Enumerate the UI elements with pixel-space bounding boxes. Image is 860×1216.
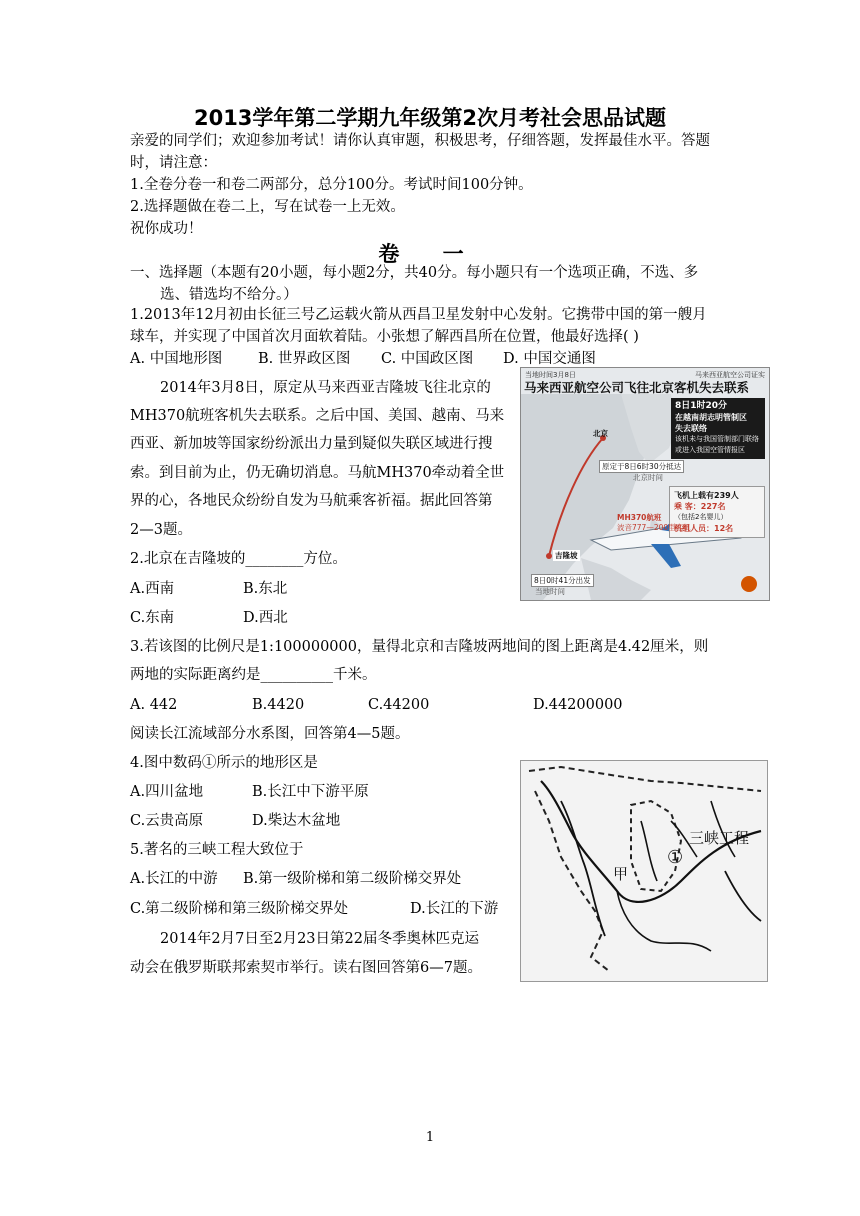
intro-rule-1: 1.全卷分卷一和卷二两部分，总分100分。考试时间100分钟。 (130, 177, 533, 193)
q3-option-d: D.44200000 (533, 697, 623, 713)
q3-stem-2: 两地的实际距离约是__________千米。 (130, 667, 377, 683)
label-flight: MH370航班 (617, 513, 662, 522)
q3-stem-1: 3.若该图的比例尺是1:100000000，量得北京和吉隆坡两地间的图上距离是4.42厘米，则 (130, 639, 709, 655)
passage3-line-1: 2014年2月7日至2月23日第22届冬季奥林匹克运 (160, 931, 479, 947)
label-beijing-time: 北京时间 (633, 473, 663, 482)
q3-option-c: C.44200 (368, 697, 430, 713)
q5-option-d: D.长江的下游 (410, 901, 499, 917)
q4-option-c: C.云贵高原 (130, 813, 204, 829)
map-label-number: ① (667, 847, 684, 868)
section-title: 卷 一 (378, 242, 482, 266)
q1-stem-2: 球车，并实现了中国首次月面软着陆。小张想了解西昌所在位置，他最好选择( ) (130, 329, 639, 345)
passage1-line-2: MH370航班客机失去联系。之后中国、美国、越南、马来 (130, 408, 505, 424)
crew-count: 机组人员：12名 (674, 524, 734, 533)
q3-option-b: B.4420 (252, 697, 305, 713)
q2-option-d: D.西北 (243, 610, 288, 626)
q2-option-b: B.东北 (243, 581, 288, 597)
label-local-time: 当地时间 (535, 587, 565, 596)
exam-title: 2013学年第二学期九年级第2次月考社会思品试题 (193, 106, 667, 130)
q5-option-b: B.第一级阶梯和第二级阶梯交界处 (243, 871, 462, 887)
passage1-line-3: 西亚、新加坡等国家纷纷派出力量到疑似失联区域进行搜 (130, 436, 493, 452)
q5-option-c: C.第二级阶梯和第三级阶梯交界处 (130, 901, 349, 917)
river-lines (521, 761, 767, 981)
graphic-source-note: 马来西亚航空公司证实 (695, 371, 765, 379)
intro-line-1: 亲爱的同学们；欢迎参加考试！请你认真审题，积极思考，仔细答题，发挥最佳水平。答题 (130, 133, 710, 149)
contact-lost-detail: 该机未与我国管制部门联络或进入我国空管情报区 (675, 435, 759, 454)
q2-option-a: A.西南 (130, 581, 175, 597)
label-departure: 8日0时41分出发 (531, 574, 594, 587)
mh370-news-graphic (520, 367, 770, 601)
part1-instruction-2: 选、错选均不给分。） (160, 287, 298, 303)
passage1-line-6: 2—3题。 (130, 522, 192, 538)
intro-line-2: 时，请注意： (130, 155, 217, 171)
q4-option-b: B.长江中下游平原 (252, 784, 369, 800)
q4-option-d: D.柴达木盆地 (252, 813, 341, 829)
intro-wish: 祝你成功！ (130, 221, 203, 237)
q2-stem: 2.北京在吉隆坡的________方位。 (130, 551, 347, 567)
passage1-line-1: 2014年3月8日，原定从马来西亚吉隆坡飞往北京的 (160, 380, 491, 396)
q1-option-c: C. 中国政区图 (381, 351, 474, 367)
passenger-total: 飞机上载有239人 (674, 491, 739, 500)
q1-stem-1: 1.2013年12月初由长征三号乙运载火箭从西昌卫星发射中心发射。它携带中国的第一艘月 (130, 307, 707, 323)
passage1-line-4: 索。到目前为止，仍无确切消息。马航MH370牵动着全世 (130, 465, 505, 481)
map-label-three-gorges: 三峡工程 (689, 829, 750, 847)
q2-option-c: C.东南 (130, 610, 175, 626)
q1-option-d: D. 中国交通图 (503, 351, 596, 367)
q5-option-a: A.长江的中游 (130, 871, 218, 887)
passenger-count: 乘 客：227名 (674, 502, 726, 511)
q3-option-a: A. 442 (130, 697, 178, 713)
contact-lost-place: 在越南胡志明管制区 (675, 413, 747, 422)
page-number: 1 (425, 1130, 435, 1145)
label-planned-arrival: 原定于8日6时30分抵达 (599, 460, 684, 473)
label-aircraft-type: 波音777—200型客机 (617, 523, 691, 532)
label-kuala-lumpur: 吉隆坡 (555, 551, 578, 560)
contact-lost-status: 失去联络 (675, 424, 707, 433)
map-label-jia: 甲 (613, 865, 629, 883)
q4-option-a: A.四川盆地 (130, 784, 204, 800)
graphic-time-note: 当地时间3月8日 (525, 371, 576, 379)
passage3-line-2: 动会在俄罗斯联邦索契市举行。读右图回答第6—7题。 (130, 960, 482, 976)
part1-instruction-1: 一、选择题（本题有20小题，每小题2分，共40分。每小题只有一个选项正确，不选、多 (130, 265, 699, 281)
passenger-infants: （包括2名婴儿） (674, 513, 728, 521)
passage1-line-5: 界的心，各地民众纷纷自发为马航乘客祈福。据此回答第 (130, 493, 493, 509)
q1-option-a: A. 中国地形图 (130, 351, 223, 367)
contact-lost-box (671, 398, 765, 459)
q5-stem: 5.著名的三峡工程大致位于 (130, 842, 304, 858)
contact-lost-time: 8日1时20分 (675, 401, 728, 411)
yangtze-river-map (520, 760, 768, 982)
passage2: 阅读长江流域部分水系图，回答第4—5题。 (130, 726, 410, 742)
q4-stem: 4.图中数码①所示的地形区是 (130, 755, 318, 771)
label-beijing: 北京 (593, 429, 608, 438)
intro-rule-2: 2.选择题做在卷二上，写在试卷一上无效。 (130, 199, 405, 215)
q1-option-b: B. 世界政区图 (258, 351, 351, 367)
graphic-headline: 马来西亚航空公司飞往北京客机失去联系 (524, 380, 750, 395)
